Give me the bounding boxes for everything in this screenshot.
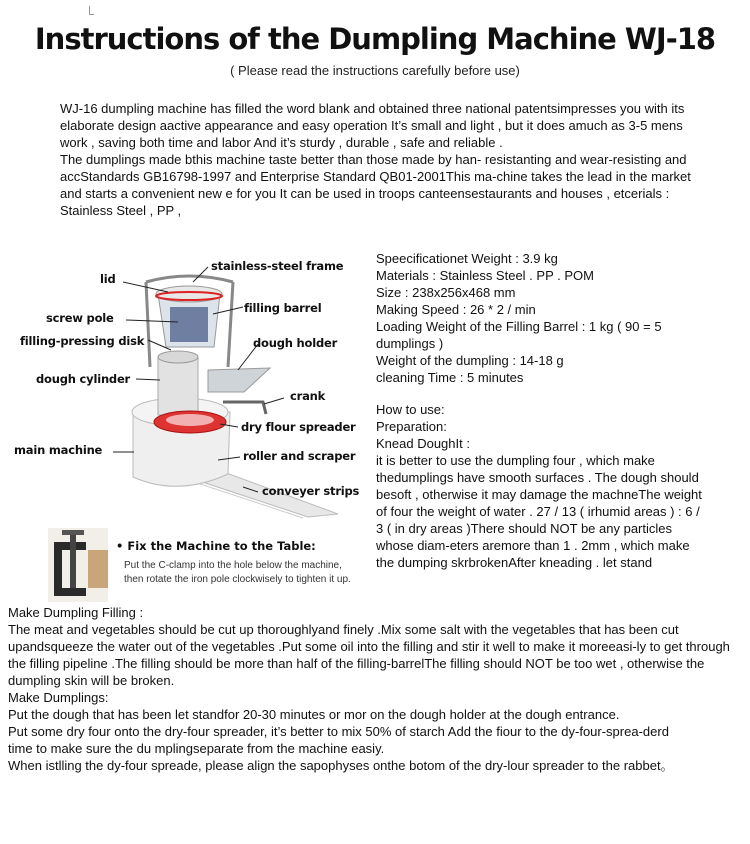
knead-dough-text: it is better to use the dumpling four , which make thedumplings have smooth surfaces . The dough should besoft , otherwise it may damage the machneThe weight of four the weight of water . 27 / 13 ( irhumid areas ) : 6 / 3 ( in dry areas )There should NOT be any particles whose diam-eters aremore than 1 . 2mm , which make the dumping skrbrokenAfter kneading . let stand xyxy=(376,453,702,570)
machine-illustration xyxy=(8,252,372,520)
preparation-heading: Preparation: xyxy=(376,419,447,434)
label-stainless-steel-frame: stainless-steel frame xyxy=(211,259,344,273)
intro-paragraph-1: WJ-16 dumpling machine has filled the word blank and obtained three national patentsimpresses you with its elaborate design aactive appearance and easy operation It’s small and light , but it does amuch as 3-5 mens work , saving both time and labor And it’s sturdy , durable , safe and reliable . xyxy=(60,101,685,150)
spec-line: Materials : Stainless Steel . PP . POM xyxy=(376,268,594,283)
clamp-instruction xyxy=(48,528,368,602)
label-screw-pole: screw pole xyxy=(46,311,114,325)
label-filling-barrel: filling barrel xyxy=(244,301,322,315)
intro-section xyxy=(60,100,700,219)
knead-dough-heading: Knead DoughIt : xyxy=(376,436,470,451)
corner-mark xyxy=(89,6,94,15)
label-dough-holder: dough holder xyxy=(253,336,338,350)
dumplings-text-4: When istlling the dy-four spreade, please align the sapophyses onthe botom of the dry-lour spreader to the rabbet。 xyxy=(8,758,674,773)
filling-heading: Make Dumpling Filling : xyxy=(8,605,144,620)
clamp-title: • Fix the Machine to the Table: xyxy=(116,539,316,553)
spec-line: Making Speed : 26 * 2 / min xyxy=(376,302,536,317)
c-clamp-icon xyxy=(48,528,108,602)
label-main-machine: main machine xyxy=(14,443,103,457)
spec-line: Size : 238x256x468 mm xyxy=(376,285,516,300)
how-to-use xyxy=(376,401,706,571)
clamp-line-1: Put the C-clamp into the hole below the machine, xyxy=(124,560,342,571)
label-conveyer-strips: conveyer strips xyxy=(262,484,360,498)
label-dry-flour-spreader: dry flour spreader xyxy=(241,420,356,434)
label-roller-and-scraper: roller and scraper xyxy=(243,449,356,463)
label-dough-cylinder: dough cylinder xyxy=(36,372,131,386)
page-subtitle: ( Please read the instructions carefully before use) xyxy=(230,63,520,78)
dumplings-text-1: Put the dough that has been let standfor 20-30 minutes or mor on the dough holder at the dough entrance. xyxy=(8,707,620,722)
spec-line: Weight of the dumpling : 14-18 g xyxy=(376,353,564,368)
machine-diagram xyxy=(8,252,372,520)
dumplings-text-3: time to make sure the du mplingseparate from the machine easiy. xyxy=(8,741,385,756)
label-filling-pressing-disk: filling-pressing disk xyxy=(20,334,145,348)
intro-paragraph-2: The dumplings made bthis machine taste better than those made by han- resistanting and wear-resisting and accStandards GB16798-1997 and Enterprise Standard QB01-2001This ma-chine takes the lead in the market and starts a convenient new e for you It can be used in troops canteensestaurants and houses , etcerials : Stainless Steel , PP , xyxy=(60,152,691,218)
clamp-line-2: then rotate the iron pole clockwisely to tighten it up. xyxy=(124,574,351,585)
howto-heading: How to use: xyxy=(376,402,445,417)
filling-text: The meat and vegetables should be cut up thoroughlyand finely .Mix some salt with the vegetables that has been cut upandsqueeze the water out of the vegetables .Put some oil into the filling and stir it well to make it moreeasi-ly to get through the filling pipeline .The filling should be more than half of the filling-barrelThe filling should NOT be too wet , otherwise the dumpling skin will be broken. xyxy=(8,622,730,688)
page-title: Instructions of the Dumpling Machine WJ-18 xyxy=(34,22,716,56)
spec-line: cleaning Time : 5 minutes xyxy=(376,370,524,385)
spec-line: Speecificationet Weight : 3.9 kg xyxy=(376,251,558,266)
label-crank: crank xyxy=(290,389,326,403)
make-dumplings-heading: Make Dumplings: xyxy=(8,690,109,705)
filling-and-dumplings-section xyxy=(8,604,744,774)
specifications xyxy=(376,250,706,386)
label-lid: lid xyxy=(100,272,116,286)
dumplings-text-2: Put some dry four onto the dry-four spreader, it’s better to mix 50% of starch Add the fiour to the dy-four-sprea-derd xyxy=(8,724,669,739)
spec-line: Loading Weight of the Filling Barrel : 1 kg ( 90 = 5 dumplings ) xyxy=(376,319,662,351)
